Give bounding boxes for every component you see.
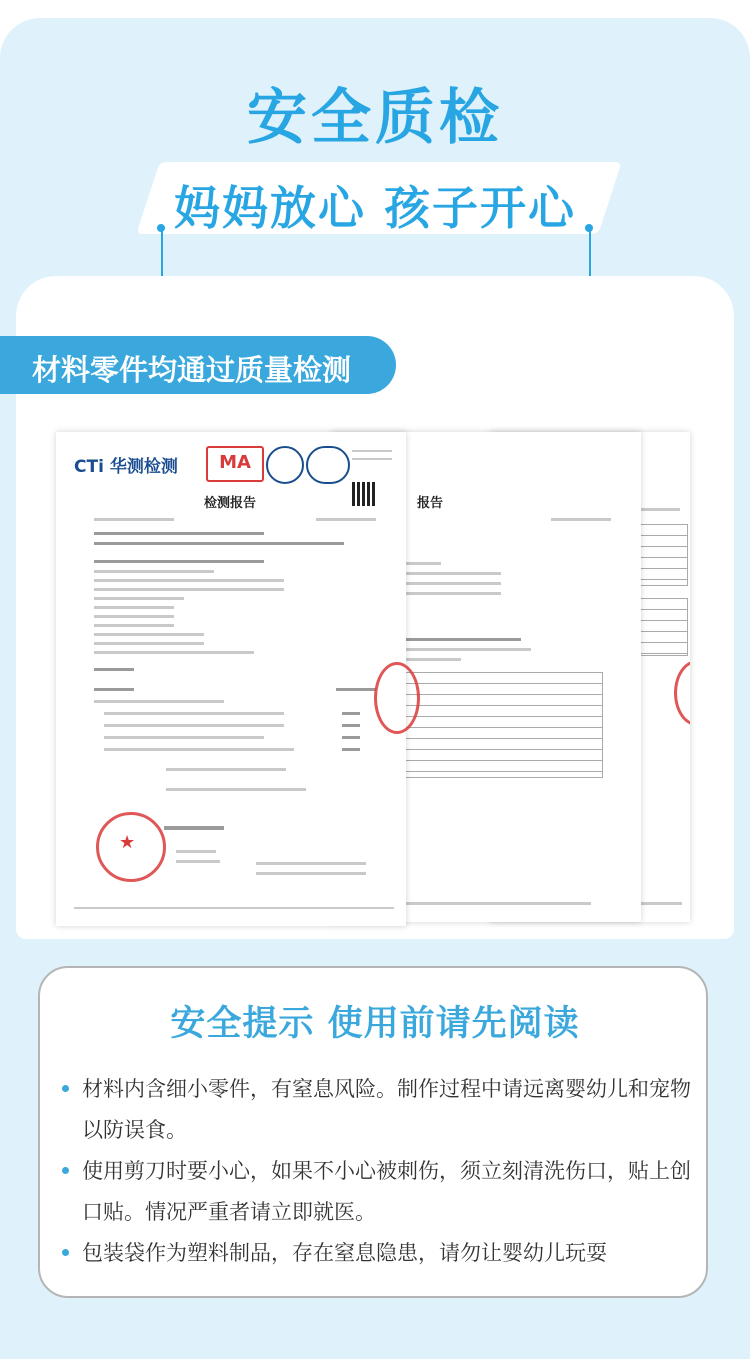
report-text-line: [94, 542, 344, 545]
report-text-line: [401, 562, 441, 565]
safety-tip-text: 材料内含细小零件，有窒息风险。制作过程中请远离婴幼儿和宠物以防误食。: [82, 1077, 691, 1142]
safety-tip-text: 使用剪刀时要小心，如果不小心被刺伤，须立刻清洗伤口，贴上创口贴。情况严重者请立即就医。: [82, 1159, 691, 1224]
report-text-line: [336, 688, 376, 691]
report-text-line: [94, 615, 174, 618]
report-text-line: [104, 712, 284, 715]
report-table: [401, 672, 603, 778]
report-text-line: [342, 748, 360, 751]
report-text-line: [94, 624, 174, 627]
report-text-line: [166, 788, 306, 791]
report-seal: [674, 660, 690, 726]
page-title: 安全质检: [247, 83, 503, 153]
safety-tip-item: [62, 1151, 692, 1233]
qr-code-icon: [352, 482, 376, 506]
cti-logo: CTi 华测检测: [74, 457, 178, 477]
safety-tip-text: 包装袋作为塑料制品，存在窒息隐患，请勿让婴幼儿玩耍: [82, 1241, 607, 1265]
report-text-line: [256, 862, 366, 865]
safety-tip-item: [62, 1233, 692, 1274]
report-text-line: [94, 606, 174, 609]
report-text-line: [166, 768, 286, 771]
safety-tip-item: [62, 1069, 692, 1151]
report-text-line: [342, 724, 360, 727]
report-text-line: [94, 560, 264, 563]
report-text-line: [94, 668, 134, 671]
report-text-line: [401, 658, 461, 661]
connector-dot: [157, 224, 165, 232]
test-report-images: [56, 432, 690, 926]
report-title: 报告: [417, 496, 444, 511]
section-tag-text: 材料零件均通过质量检测: [32, 353, 352, 387]
bullet-dot-icon: [62, 1167, 69, 1174]
report-text-line: [401, 592, 501, 595]
report-text-line: [94, 688, 134, 691]
report-text-line: [176, 860, 220, 863]
report-text-line: [342, 736, 360, 739]
report-footer-line: [391, 902, 591, 905]
ilac-mra-icon: [266, 446, 304, 484]
report-text-line: [94, 651, 254, 654]
report-text-line: [94, 579, 284, 582]
report-text-line: [104, 748, 294, 751]
report-seal: [374, 662, 420, 734]
report-text-line: [94, 597, 184, 600]
report-text-line: [94, 570, 214, 573]
cma-mark: MA: [206, 446, 264, 482]
report-text-line: [94, 532, 264, 535]
report-text-line: [352, 450, 392, 452]
safety-tips-title: 安全提示 使用前请先阅读: [170, 1004, 580, 1044]
report-text-line: [342, 712, 360, 715]
report-text-line: [104, 724, 284, 727]
report-text-line: [256, 872, 366, 875]
report-text-line: [176, 850, 216, 853]
report-text-line: [551, 518, 611, 521]
seal-star-icon: ★: [119, 832, 136, 853]
report-text-line: [401, 582, 501, 585]
bullet-dot-icon: [62, 1249, 69, 1256]
report-text-line: [94, 633, 204, 636]
report-text-line: [401, 572, 501, 575]
report-text-line: [94, 642, 204, 645]
report-page-front: [56, 432, 406, 926]
report-text-line: [94, 700, 224, 703]
cnas-icon: [306, 446, 350, 484]
report-text-line: [104, 736, 264, 739]
report-title: 检测报告: [204, 496, 257, 511]
bullet-dot-icon: [62, 1085, 69, 1092]
report-text-line: [401, 638, 521, 641]
report-text-line: [94, 518, 174, 521]
report-text-line: [401, 648, 531, 651]
report-text-line: [94, 588, 284, 591]
report-text-line: [352, 458, 392, 460]
report-footer-line: [74, 907, 394, 909]
report-text-line: [316, 518, 376, 521]
connector-dot: [585, 224, 593, 232]
subtitle-text: 妈妈放心 孩子开心: [173, 181, 576, 235]
signature: [164, 826, 224, 830]
